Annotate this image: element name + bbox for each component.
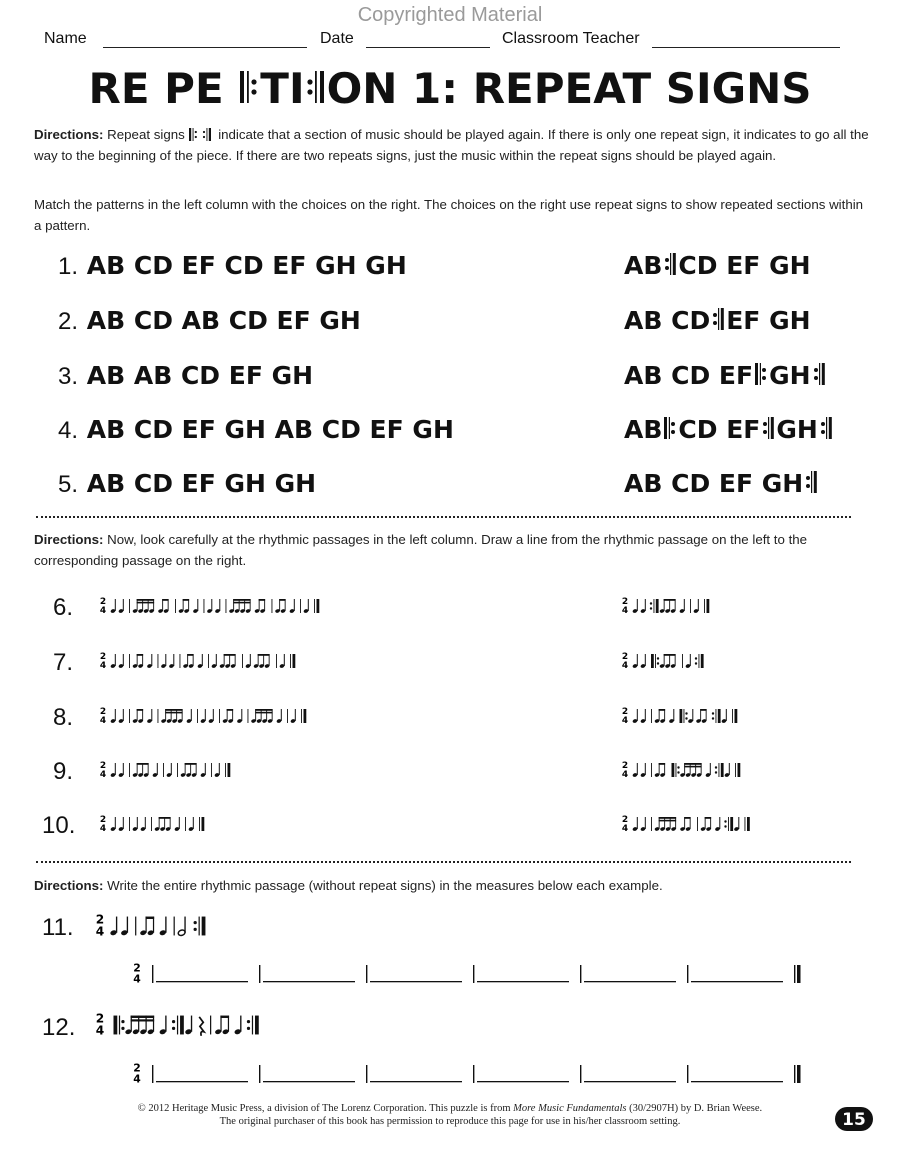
repeat-dot: [172, 1027, 175, 1030]
barline: [174, 917, 175, 936]
barline: [287, 709, 288, 723]
time-signature-bottom: 4: [621, 661, 629, 671]
repeat-dot: [695, 662, 697, 664]
note-stem: [123, 709, 124, 721]
final-barline-thin: [794, 965, 795, 983]
measure-barline: [366, 1065, 367, 1083]
measure-barline: [152, 1065, 153, 1083]
note-stem: [205, 763, 206, 775]
note-beam: [259, 599, 265, 601]
note-stem: [115, 817, 116, 829]
note-stem: [115, 709, 116, 721]
repeat-thick: [730, 817, 733, 831]
time-signature-bottom: 4: [99, 661, 107, 671]
note-stem: [637, 763, 638, 775]
note-beam: [700, 709, 706, 711]
answer-line: [370, 981, 462, 982]
time-signature-top: 2: [133, 1061, 141, 1075]
repeat-thick: [656, 599, 659, 613]
final-barline-thick: [738, 763, 741, 777]
repeat-thin: [716, 709, 717, 723]
time-signature-top: 2: [95, 1011, 105, 1026]
repeat-thin: [199, 917, 200, 936]
note-beam: [183, 599, 189, 601]
barline: [219, 709, 220, 723]
repeat-thin: [699, 654, 700, 668]
note-beam: [185, 763, 197, 765]
repeat-thick: [114, 1016, 118, 1035]
time-signature-bottom: 4: [621, 770, 629, 780]
time-signature-top: 2: [621, 761, 629, 771]
time-signature-bottom: 4: [621, 716, 629, 726]
note-stem: [123, 817, 124, 829]
note-stem: [191, 1016, 192, 1032]
copyright-footer: © 2012 Heritage Music Press, a division of The Lorenz Corporation. This puzzle is from More Music Fundamentals (30/2907H) by D. Brian Weese. The original purchaser of this book has permission to reproduce this page for use in his/her classroom setting.: [137, 1103, 763, 1127]
barline: [177, 763, 178, 777]
final-barline-thick: [228, 763, 231, 777]
note-stem: [202, 654, 203, 666]
note-stem: [171, 763, 172, 775]
note-stem: [115, 763, 116, 775]
note-stem: [295, 709, 296, 721]
barline: [210, 1016, 211, 1035]
note-stem: [173, 654, 174, 666]
note-stem: [165, 1016, 166, 1032]
name-label: Name: [44, 30, 87, 47]
time-signature-top: 2: [99, 815, 107, 825]
teacher-label: Classroom Teacher: [502, 30, 640, 47]
barline: [129, 654, 130, 668]
page-number: 15: [842, 1110, 866, 1130]
barline: [651, 763, 652, 777]
rhythm-number-10: 10.: [42, 812, 76, 839]
repeat-thick: [721, 763, 724, 777]
repeat-dot: [685, 717, 687, 719]
time-signature-bottom: 4: [99, 824, 107, 834]
note-stem: [179, 817, 180, 829]
note-beam: [165, 712, 182, 714]
answer-line: [370, 1081, 462, 1082]
rhythm-number-9: 9.: [53, 758, 74, 785]
note-stem: [145, 817, 146, 829]
final-barline-thick: [747, 817, 750, 831]
note-stem: [710, 763, 711, 775]
note-stem: [637, 817, 638, 829]
note-beam: [131, 1016, 154, 1018]
final-barline-thin: [314, 599, 315, 613]
note-stem: [191, 709, 192, 721]
note-stem: [637, 599, 638, 611]
note-stem: [205, 709, 206, 721]
answer-line: [263, 1081, 355, 1082]
repeat-thin: [719, 763, 720, 777]
note-beam: [227, 709, 233, 711]
answer-line: [584, 981, 676, 982]
quarter-rest: [199, 1017, 204, 1036]
measure-barline: [687, 1065, 688, 1083]
note-beam: [220, 1016, 229, 1018]
note-stem: [213, 709, 214, 721]
match-left-2: 2. AB CD AB CD EF GH: [58, 306, 361, 335]
repeat-thin: [252, 1016, 253, 1035]
barline: [158, 709, 159, 723]
note-stem: [738, 817, 739, 829]
note-stem: [219, 763, 220, 775]
answer-line: [156, 1081, 248, 1082]
note-beam: [145, 917, 154, 919]
directions-matching: Match the patterns in the left column with the choices on the right. The choices on the right use repeat signs to show repeated sections within a pattern.: [34, 197, 864, 233]
repeat-dot: [650, 602, 652, 604]
note-beam: [137, 709, 143, 711]
note-stem: [726, 709, 727, 721]
note-stem: [673, 709, 674, 721]
note-beam: [224, 654, 236, 656]
note-stem: [115, 654, 116, 666]
note-beam: [684, 766, 701, 768]
barline: [226, 599, 227, 613]
note-stem: [123, 763, 124, 775]
note-stem: [729, 763, 730, 775]
page-title: RE PE TI ON 1: REPEAT SIGNS: [88, 64, 812, 113]
final-barline-thick: [202, 817, 205, 831]
note-stem: [151, 709, 152, 721]
measure-barline: [580, 1065, 581, 1083]
write-number-11: 11.: [42, 914, 74, 941]
repeat-dot: [247, 1027, 250, 1030]
time-signature-top: 2: [99, 652, 107, 662]
match-left-5: 5. AB CD EF GH GH: [58, 469, 317, 498]
note-stem: [284, 654, 285, 666]
note-beam: [659, 820, 676, 822]
answer-line: [156, 981, 248, 982]
barline: [129, 599, 130, 613]
copyright-watermark: Copyrighted Material: [357, 4, 543, 26]
note-beam: [137, 602, 154, 604]
write-number-12: 12.: [42, 1014, 76, 1041]
note-stem: [645, 763, 646, 775]
time-signature-top: 2: [95, 912, 105, 927]
measure-barline: [473, 1065, 474, 1083]
measure-barline: [473, 965, 474, 983]
repeat-thin: [728, 817, 729, 831]
note-beam: [684, 817, 690, 819]
repeat-dot: [724, 820, 726, 822]
barline: [180, 654, 181, 668]
note-stem: [216, 654, 217, 666]
note-stem: [308, 599, 309, 611]
barline: [135, 917, 136, 936]
note-beam: [162, 599, 168, 601]
time-signature-bottom: 4: [621, 824, 629, 834]
note-stem: [184, 917, 185, 933]
time-signature-top: 2: [621, 707, 629, 717]
directions-write-rhythm: Directions: Write the entire rhythmic passage (without repeat signs) in the measures below each example.: [34, 878, 663, 893]
repeat-thin: [654, 599, 655, 613]
final-barline-thin: [745, 817, 746, 831]
time-signature-bottom: 4: [95, 924, 105, 939]
repeat-thin: [119, 1016, 120, 1035]
note-stem: [165, 917, 166, 933]
time-signature-top: 2: [99, 597, 107, 607]
final-barline-thin: [225, 763, 226, 777]
repeat-dot: [712, 712, 714, 714]
note-beam: [659, 763, 665, 765]
note-beam: [279, 599, 285, 601]
repeat-dot: [712, 717, 714, 719]
note-stem: [137, 817, 138, 829]
barline: [208, 654, 209, 668]
rhythm-number-6: 6.: [53, 594, 74, 621]
note-beam: [664, 599, 676, 601]
repeat-thick: [672, 763, 675, 777]
note-beam: [659, 709, 665, 711]
note-stem: [151, 654, 152, 666]
barline: [651, 709, 652, 723]
final-barline-thick: [797, 965, 801, 983]
note-stem: [250, 654, 251, 666]
measure-barline: [152, 965, 153, 983]
note-beam: [233, 602, 250, 604]
barline: [158, 654, 159, 668]
answer-line: [584, 1081, 676, 1082]
time-signature-top: 2: [99, 761, 107, 771]
measure-barline: [259, 1065, 260, 1083]
note-beam: [233, 599, 250, 601]
barline: [129, 817, 130, 831]
final-barline-thin: [704, 599, 705, 613]
note-beam: [165, 709, 182, 711]
repeat-thick: [701, 654, 704, 668]
note-beam: [137, 599, 154, 601]
repeat-thick: [680, 709, 683, 723]
time-signature-bottom: 4: [99, 606, 107, 616]
note-stem: [645, 709, 646, 721]
note-stem: [157, 763, 158, 775]
directions-repeat-signs: Directions: Repeat signs indicate that a section of music should be played again. If there is only one repeat sign, it indicates to go all the way to the beginning of the piece. If there are two repeats signs, just the music within the repeat signs should be played again.: [34, 127, 869, 163]
note-beam: [258, 654, 270, 656]
answer-line: [477, 981, 569, 982]
note-beam: [255, 709, 272, 711]
repeat-thick: [202, 917, 206, 936]
note-beam: [255, 712, 272, 714]
answer-line: [691, 1081, 783, 1082]
measure-barline: [259, 965, 260, 983]
note-stem: [645, 654, 646, 666]
repeat-dot: [657, 662, 659, 664]
match-right-5: AB CD EF GH: [624, 469, 819, 498]
note-stem: [698, 599, 699, 611]
rhythm-number-7: 7.: [53, 649, 74, 676]
repeat-dot: [194, 921, 197, 924]
time-signature-bottom: 4: [99, 716, 107, 726]
final-barline-thick: [707, 599, 710, 613]
repeat-dot: [247, 1020, 250, 1023]
repeat-dot: [685, 712, 687, 714]
note-beam: [705, 817, 711, 819]
repeat-thin: [684, 709, 685, 723]
match-right-1: AB CD EF GH: [624, 251, 811, 280]
time-signature-top: 2: [99, 707, 107, 717]
final-barline-thick: [735, 709, 738, 723]
repeat-dot: [657, 657, 659, 659]
final-barline-thin: [732, 709, 733, 723]
final-barline-thin: [301, 709, 302, 723]
barline: [185, 817, 186, 831]
barline: [129, 709, 130, 723]
repeat-dot: [650, 607, 652, 609]
note-stem: [197, 599, 198, 611]
repeat-dot: [695, 657, 697, 659]
final-barline-thin: [794, 1065, 795, 1083]
note-stem: [115, 599, 116, 611]
time-signature-top: 2: [621, 652, 629, 662]
repeat-dot: [724, 825, 726, 827]
note-stem: [123, 654, 124, 666]
answer-line: [477, 1081, 569, 1082]
note-stem: [127, 917, 128, 933]
repeat-thick: [651, 654, 654, 668]
match-left-4: 4. AB CD EF GH AB CD EF GH: [58, 415, 454, 444]
final-barline-thin: [735, 763, 736, 777]
repeat-dot: [677, 771, 679, 773]
time-signature-top: 2: [133, 961, 141, 975]
directions-rhythm-matching: Directions: Now, look carefully at the rhythmic passages in the left column. Draw a line from the rhythmic passage on the left to the corresponding passage on the right.: [34, 532, 808, 568]
barline: [248, 709, 249, 723]
barline: [276, 654, 277, 668]
note-stem: [241, 709, 242, 721]
note-stem: [692, 709, 693, 721]
repeat-dot: [715, 771, 717, 773]
note-beam: [187, 654, 193, 656]
note-beam: [684, 763, 701, 765]
note-stem: [294, 599, 295, 611]
note-stem: [684, 599, 685, 611]
repeat-thick: [718, 709, 721, 723]
final-barline-thick: [317, 599, 320, 613]
note-beam: [159, 817, 171, 819]
note-stem: [690, 654, 691, 666]
barline: [651, 817, 652, 831]
barline: [204, 599, 205, 613]
barline: [690, 599, 691, 613]
barline: [272, 599, 273, 613]
barline: [242, 654, 243, 668]
final-barline-thick: [293, 654, 296, 668]
match-right-3: AB CD EF GH: [624, 361, 827, 390]
time-signature-bottom: 4: [95, 1023, 105, 1038]
note-stem: [719, 817, 720, 829]
barline: [129, 763, 130, 777]
date-label: Date: [320, 30, 354, 47]
section-divider: [36, 861, 851, 863]
note-stem: [219, 599, 220, 611]
note-stem: [123, 599, 124, 611]
time-signature-bottom: 4: [133, 972, 141, 986]
time-signature-bottom: 4: [99, 770, 107, 780]
match-right-2: AB CD EF GH: [624, 306, 811, 335]
barline: [197, 709, 198, 723]
repeat-dot: [121, 1027, 124, 1030]
repeat-dot: [677, 766, 679, 768]
final-barline-thick: [304, 709, 307, 723]
time-signature-bottom: 4: [133, 1072, 141, 1086]
barline: [163, 763, 164, 777]
barline: [697, 817, 698, 831]
time-signature-bottom: 4: [621, 606, 629, 616]
measure-barline: [687, 965, 688, 983]
measure-barline: [366, 965, 367, 983]
note-stem: [281, 709, 282, 721]
final-barline-thin: [199, 817, 200, 831]
barline: [151, 817, 152, 831]
note-stem: [211, 599, 212, 611]
measure-barline: [580, 965, 581, 983]
time-signature-top: 2: [621, 815, 629, 825]
repeat-thin: [177, 1016, 178, 1035]
note-beam: [131, 1019, 154, 1021]
match-left-1: 1. AB CD EF CD EF GH GH: [58, 251, 407, 280]
page-number-badge: [834, 1106, 874, 1132]
repeat-dot: [172, 1020, 175, 1023]
note-stem: [645, 817, 646, 829]
repeat-thick: [180, 1016, 184, 1035]
repeat-dot: [194, 928, 197, 931]
barline: [211, 763, 212, 777]
note-stem: [165, 654, 166, 666]
repeat-thin: [655, 654, 656, 668]
repeat-thin: [676, 763, 677, 777]
final-barline-thick: [797, 1065, 801, 1083]
time-signature-top: 2: [621, 597, 629, 607]
repeat-thick: [255, 1016, 259, 1035]
answer-line: [263, 981, 355, 982]
barline: [682, 654, 683, 668]
note-beam: [137, 763, 149, 765]
repeat-dot: [121, 1020, 124, 1023]
note-stem: [637, 654, 638, 666]
match-right-4: AB CD EF GH: [624, 415, 834, 444]
barline: [175, 599, 176, 613]
note-stem: [240, 1016, 241, 1032]
note-stem: [116, 917, 117, 933]
note-stem: [193, 817, 194, 829]
answer-line: [691, 981, 783, 982]
note-beam: [659, 817, 676, 819]
match-left-3: 3. AB AB CD EF GH: [58, 361, 314, 390]
note-beam: [664, 654, 676, 656]
note-stem: [645, 599, 646, 611]
repeat-dot: [715, 766, 717, 768]
barline: [300, 599, 301, 613]
rhythm-number-8: 8.: [53, 704, 74, 731]
final-barline-thin: [290, 654, 291, 668]
note-beam: [137, 654, 143, 656]
note-stem: [637, 709, 638, 721]
